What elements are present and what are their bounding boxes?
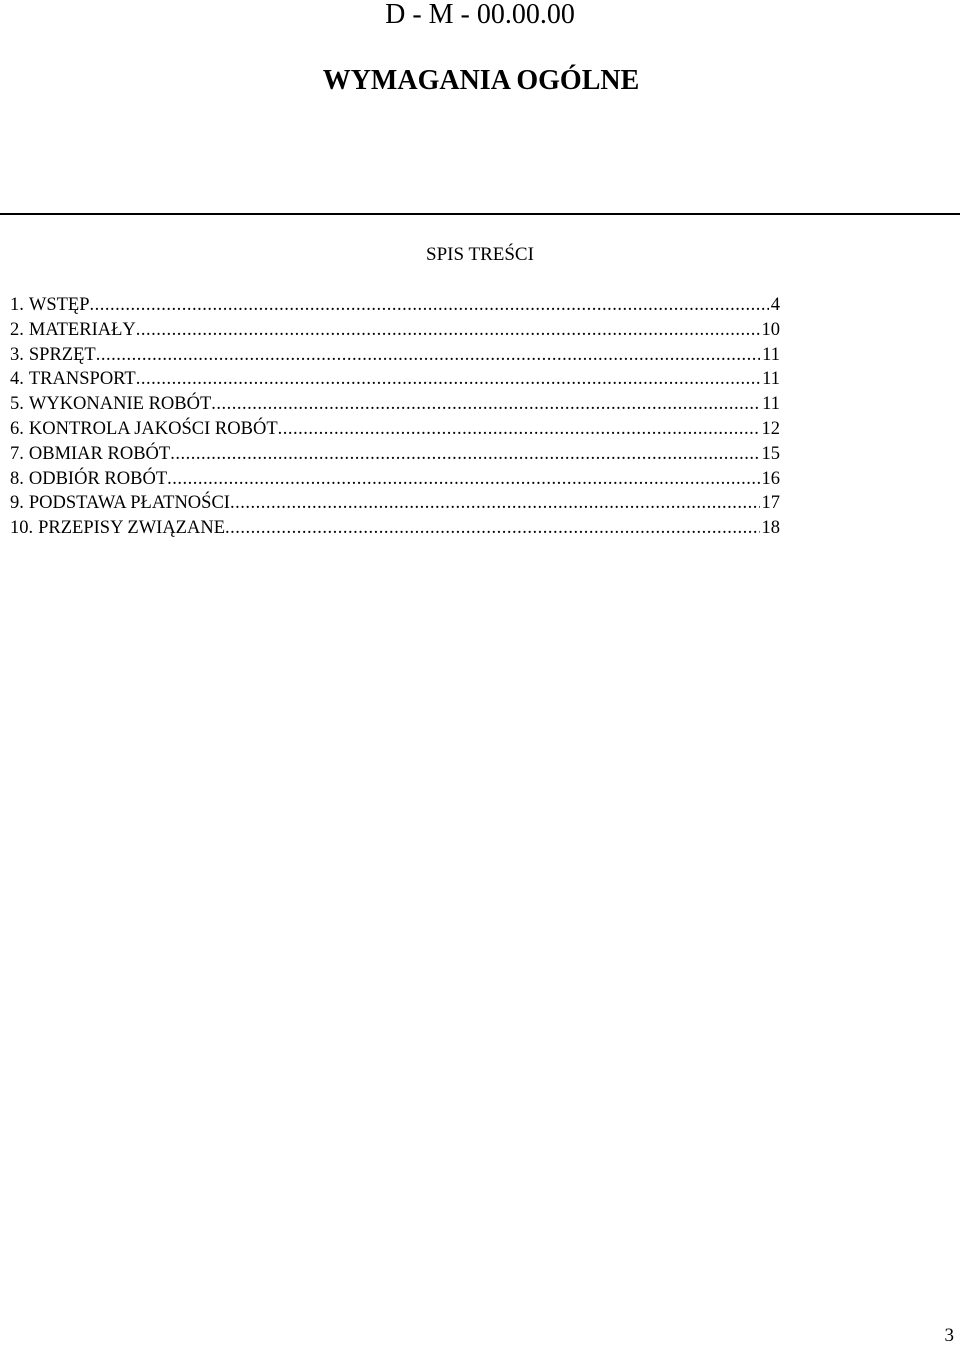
toc-dot-leader [96, 343, 760, 368]
toc-entry-sprzet[interactable] [10, 343, 780, 368]
toc-entry-page: 12 [761, 418, 780, 439]
toc-entry-label: KONTROLA JAKOŚCI ROBÓT [28, 418, 278, 439]
toc-dot-leader [136, 318, 760, 343]
toc-entry-page: 10 [761, 319, 780, 340]
toc-entry-page: 17 [761, 493, 780, 514]
header-divider [0, 213, 960, 215]
toc-entry-page: 11 [762, 344, 780, 365]
toc-dot-leader [225, 516, 760, 541]
toc-entry-number: 3. [10, 344, 24, 365]
toc-dot-leader [211, 392, 760, 417]
toc-entry-label: WSTĘP [28, 295, 90, 315]
toc-entry-podstawa-platnosci[interactable] [10, 491, 780, 516]
toc-dot-leader [170, 442, 759, 467]
toc-entry-label: WYKONANIE ROBÓT [28, 394, 212, 415]
toc-entry-page: 16 [761, 468, 780, 489]
toc-entry-odbior-robot[interactable] [10, 467, 780, 492]
toc-entry-number: 7. [10, 443, 24, 464]
toc-entry-number: 10. [10, 518, 34, 539]
toc-entry-materialy[interactable] [10, 318, 780, 343]
toc-entry-number: 4. [10, 369, 24, 390]
toc-dot-leader [167, 467, 759, 492]
toc-entry-wstep[interactable] [10, 293, 780, 318]
toc-entry-label: SPRZĘT [28, 344, 96, 365]
toc-entry-number: 6. [10, 418, 24, 439]
toc-entry-wykonanie-robot[interactable] [10, 392, 780, 417]
toc-dot-leader [136, 367, 760, 392]
toc-entry-page: 4 [770, 295, 780, 315]
document-code: D - M - 00.00.00 [385, 0, 575, 30]
table-of-contents [10, 293, 780, 541]
toc-entry-label: OBMIAR ROBÓT [28, 443, 171, 464]
toc-entry-page: 18 [761, 518, 780, 539]
toc-entry-label: TRANSPORT [28, 369, 136, 390]
toc-dot-leader [230, 491, 760, 516]
toc-entry-label: MATERIAŁY [28, 319, 136, 340]
toc-entry-number: 8. [10, 468, 24, 489]
toc-entry-page: 11 [762, 369, 780, 390]
toc-entry-transport[interactable] [10, 367, 780, 392]
toc-entry-label: ODBIÓR ROBÓT [28, 468, 168, 489]
toc-entry-kontrola-jakosci[interactable] [10, 417, 780, 442]
toc-entry-obmiar-robot[interactable] [10, 442, 780, 467]
toc-entry-przepisy-zwiazane[interactable] [10, 516, 780, 541]
toc-heading: SPIS TREŚCI [426, 244, 534, 265]
toc-entry-page: 15 [761, 443, 780, 464]
toc-entry-page: 11 [762, 394, 780, 415]
toc-dot-leader [278, 417, 760, 442]
toc-entry-label: PRZEPISY ZWIĄZANE [38, 518, 225, 539]
toc-entry-number: 9. [10, 493, 24, 514]
toc-entry-number: 2. [10, 319, 24, 340]
toc-entry-number: 5. [10, 394, 24, 415]
toc-entry-number: 1. [10, 295, 24, 315]
toc-entry-label: PODSTAWA PŁATNOŚCI [28, 493, 230, 514]
toc-dot-leader [90, 293, 769, 318]
page-number: 3 [944, 1325, 954, 1346]
document-title: WYMAGANIA OGÓLNE [322, 65, 640, 96]
